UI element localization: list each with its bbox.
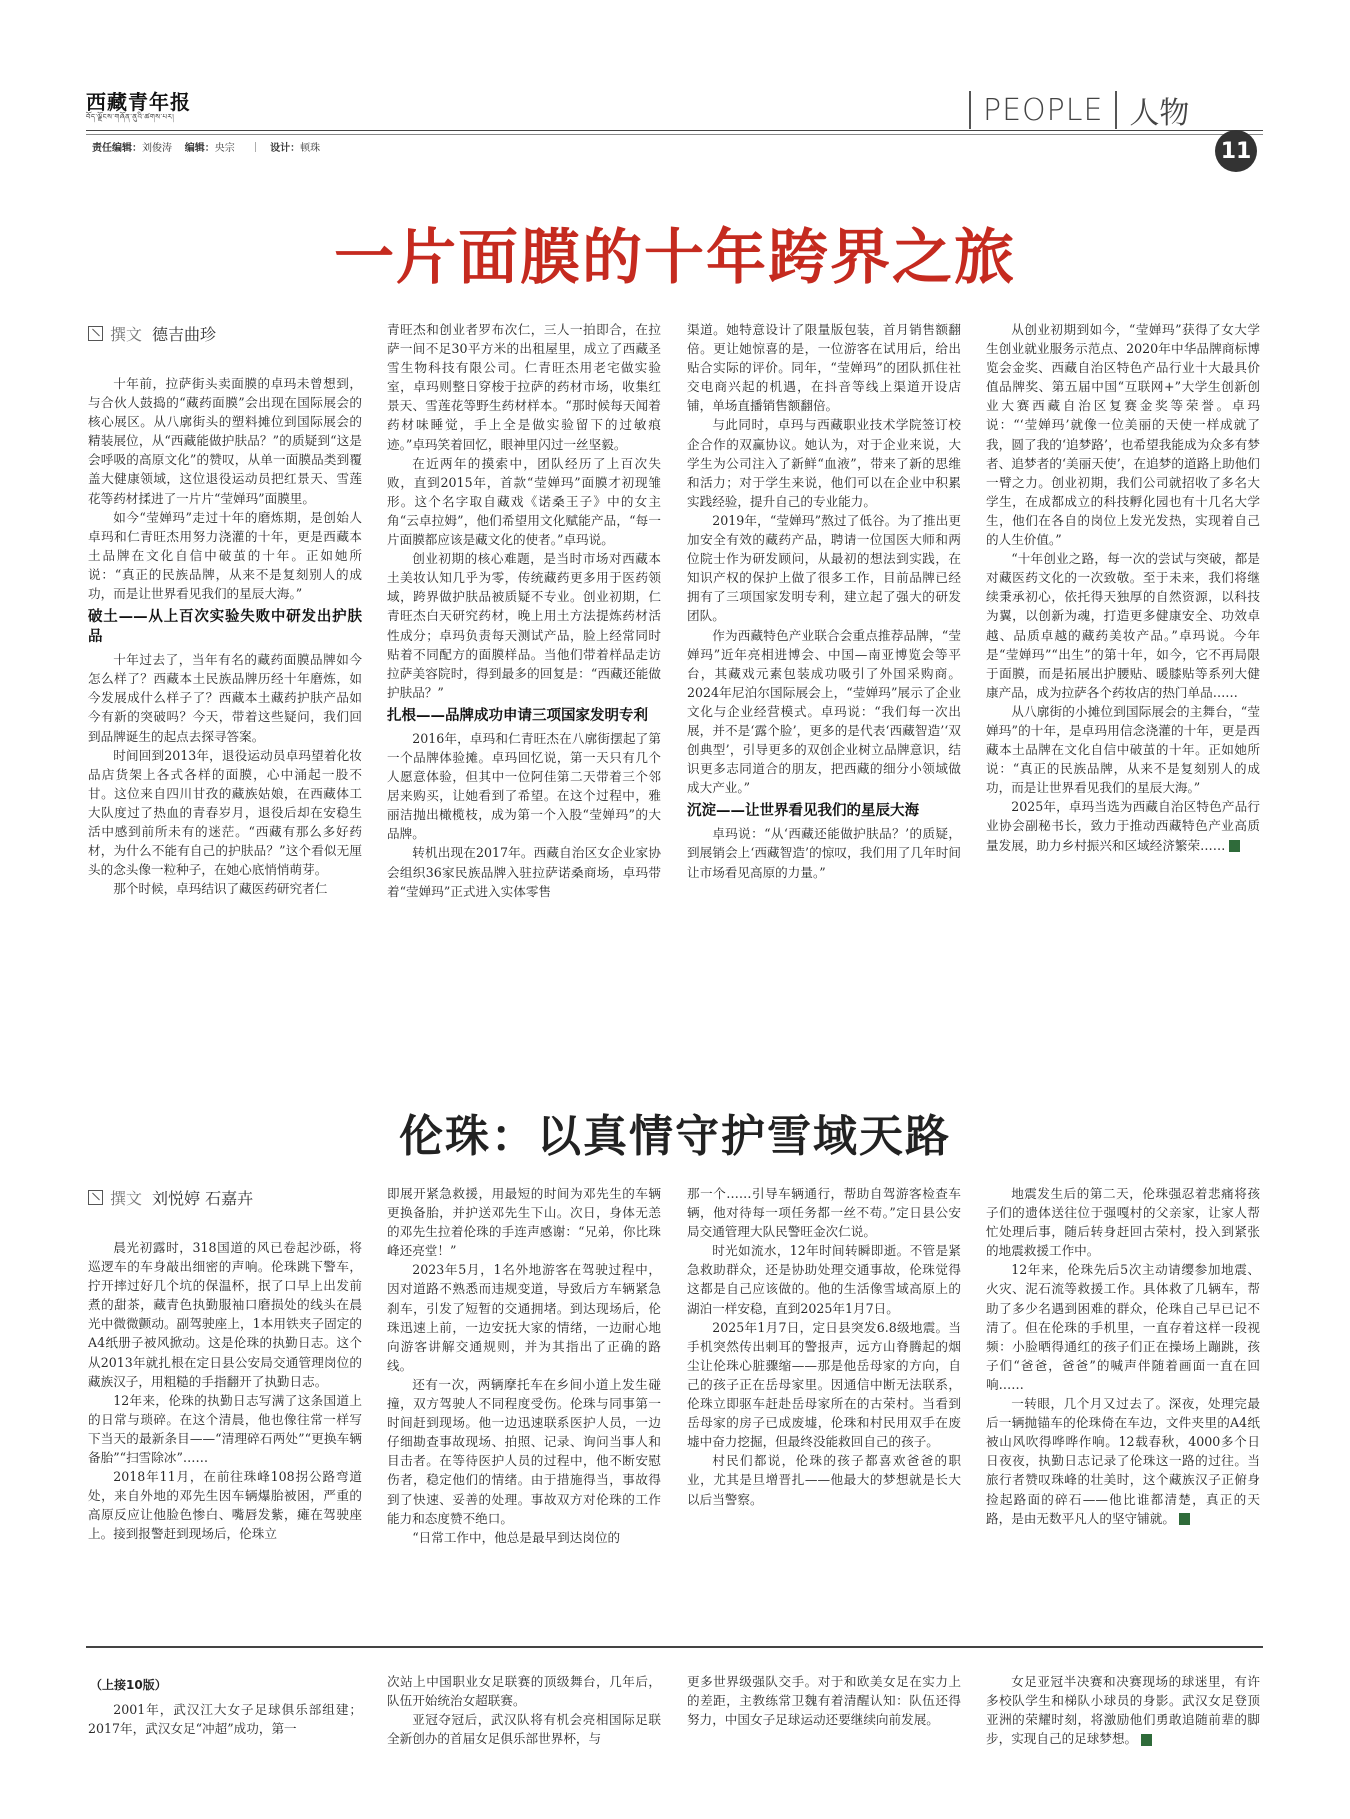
paragraph-text: 2016年，卓玛和仁青旺杰在八廓街摆起了第一个品牌体验摊。卓玛回忆说，第一天只有几个人愿意体验，但其中一位阿佳第二天带着三个邻居来购买，让她看到了希望。在这个过程中，雅丽洁抛出橄榄枝，成为第一个入股“莹婵玛”的大品牌。 [387,730,661,842]
byline-label: 撰文 [110,325,143,344]
paragraph [88,1467,362,1543]
paragraph-text: 那个时候，卓玛结识了藏医药研究者仁 [113,881,328,897]
paragraph [387,1710,661,1748]
subheading [88,607,362,647]
paragraph [387,729,661,844]
paragraph [986,549,1260,702]
paragraph-text: 2001年，武汉江大女子足球俱乐部组建；2017年，武汉女足“冲超”成功，第一 [88,1702,362,1737]
paragraph [687,1672,961,1729]
paragraph [687,1451,961,1508]
paragraph-text: 次站上中国职业女足联赛的顶级舞台，几年后，队伍开始统治女超联赛。 [387,1674,661,1709]
credit-value: 顿珠 [300,143,321,154]
section-divider [969,91,971,129]
paragraph-text: 12年来，伦珠的执勤日志写满了这条国道上的日常与琐碎。在这个清晨，他也像往常一样写下当天的最新条目——“清理碎石两处”“更换车辆备胎”“扫雪除冰”…… [88,1392,362,1466]
paragraph [88,746,362,880]
paragraph-text: 更多世界级强队交手。对于和欧美女足在实力上的差距，主教练常卫魏有着清醒认知：队伍还得努力，中国女子足球运动还要继续向前发展。 [687,1674,961,1728]
paragraph [387,320,661,454]
paragraph [387,1184,661,1260]
paragraph [986,320,1260,549]
subheading [687,801,961,821]
paragraph [687,415,961,510]
article2-column-4 [986,1184,1260,1528]
article1-column-3 [687,320,961,882]
paragraph-text: 时光如流水，12年时间转瞬即逝。不管是紧急救助群众，还是协助处理交通事故，伦珠觉得这都是自己应该做的。他的生活像雪域高原上的湖泊一样安稳，直到2025年1月7日。 [687,1243,961,1316]
section-header [957,90,1189,130]
paragraph-text: 十年过去了，当年有名的藏药面膜品牌如今怎么样了？西藏本土民族品牌历经十年磨炼，如今发展成什么样子了？西藏本土藏药护肤产品如今有新的突破吗？今天，带着这些疑问，我们回到品牌诞生的起点去探寻答案。 [88,652,362,744]
masthead-rule-thin [86,134,1263,135]
paragraph-text: 2023年5月，1名外地游客在驾驶过程中，因对道路不熟悉而违规变道，导致后方车辆紧急刹车，引发了短暂的交通拥堵。到达现场后，伦珠迅速上前，一边安抚大家的情绪，一边耐心地向游客讲解交通规则，并为其指出了正确的路线。 [387,1262,661,1373]
paragraph [387,1528,661,1547]
paragraph [687,1241,961,1317]
paragraph [986,702,1260,797]
masthead-rule [86,130,1263,131]
paragraph-text: 还有一次，两辆摩托车在乡间小道上发生碰撞，双方驾驶人不同程度受伤。伦珠与同事第一时间赶到现场。他一边迅速联系医护人员，一边仔细勘查事故现场、拍照、记录、询问当事人和目击者。在等待医护人员的过程中，他不断安慰伤者，稳定他们的情绪。由于措施得当，事故得到了快速、妥善的处理。事故双方对伦珠的工作能力和态度赞不绝口。 [387,1376,661,1526]
section-divider-rule [86,1646,1263,1648]
pen-icon [88,326,103,341]
paragraph [387,843,661,900]
paragraph-text: 即展开紧急救援，用最短的时间为邓先生的车辆更换备胎，并护送邓先生下山。次日，身体无恙的邓先生拉着伦珠的手连声感谢：“兄弟，你比珠峰还亮堂！” [387,1186,661,1259]
article1-title: 一片面膜的十年跨界之旅 [334,223,1016,293]
paragraph-text: 那一个……引导车辆通行，帮助自驾游客检查车辆，他对待每一项任务都一丝不苟。”定日县公安局交通管理大队民警旺金次仁说。 [687,1186,961,1240]
paragraph [687,824,961,881]
paragraph [88,650,362,745]
paragraph [88,1700,362,1738]
paragraph-text: 渠道。她特意设计了限量版包装，首月销售额翻倍。更让她惊喜的是，一位游客在试用后，给出贴合实际的评价。同年，“莹婵玛”的团队抓住社交电商兴起的机遇，在抖音等线上渠道开设店铺，单场直播销售额翻倍。 [687,322,961,414]
paragraph [387,1260,661,1375]
paragraph [687,320,961,415]
section-divider [1115,91,1117,129]
subheading [387,706,661,726]
paragraph-text: 2025年1月7日，定日县突发6.8级地震。当手机突然传出刺耳的警报声，远方山脊腾起的烟尘让伦珠心脏骤缩——那是他岳母家的方向，自己的孩子正在岳母家里。因通信中断无法联系，伦珠立即驱车赶赴岳母家所在的古荣村。当看到岳母家的房子已成废墟，伦珠和村民用双手在废墟中奋力挖掘，但最终没能救回自己的孩子。 [687,1319,961,1450]
continuation-column-1 [88,1700,362,1738]
paragraph-text: 破土——从上百次实验失败中研发出护肤品 [88,609,362,646]
continuation-column-2 [387,1672,661,1748]
end-mark-icon: 青 [1229,840,1240,852]
paragraph-text: 村民们都说，伦珠的孩子都喜欢爸爸的职业，尤其是旦增晋扎——他最大的梦想就是长大以后当警察。 [687,1453,961,1507]
end-mark-icon: 青 [1179,1513,1190,1525]
paragraph-text: 十年前，拉萨街头卖面膜的卓玛未曾想到，与合伙人鼓捣的“藏药面膜”会出现在国际展会的核心展区。从八廓街头的塑料摊位到国际展会的精装展位，从“西藏能做护肤品？”的质疑到“这是会呼吸的高原文化”的赞叹，从单一面膜品类到覆盖大健康领域，这位退役运动员把红景天、雪莲花等药材揉进了一片片“莹婵玛”面膜里。 [88,376,362,506]
paragraph [88,879,362,898]
credit-label: 编辑： [184,143,215,154]
credit-value: 央宗 [214,143,235,154]
paper-name-tibetan: བོད་ལྗོངས་གཞོན་ནུའི་ཚགས་པར། [86,113,175,121]
continuation-column-3 [687,1672,961,1729]
continuation-label: （上接10版） [90,1678,167,1692]
article1-byline [88,322,216,345]
paragraph-text: 青旺杰和创业者罗布次仁，三人一拍即合，在拉萨一间不足30平方米的出租屋里，成立了西藏圣雪生物科技有限公司。仁青旺杰用老宅做实验室，卓玛则整日穿梭于拉萨的药材市场，收集红景天、雪莲花等野生药材样本。“那时候每天闻着药材味睡觉，手上全是做实验留下的过敏痕迹。”卓玛笑着回忆，眼神里闪过一丝坚毅。 [387,322,661,452]
paragraph [387,1672,661,1710]
paragraph-text: 2018年11月，在前往珠峰108拐公路弯道处，来自外地的邓先生因车辆爆胎被困，严重的高原反应让他脸色惨白、嘴唇发紫，瘫在驾驶座上。接到报警赶到现场后，伦珠立 [88,1469,362,1542]
paragraph [986,1394,1260,1528]
paragraph [387,454,661,549]
article1-column-4 [986,320,1264,855]
paragraph-text: 卓玛说：“从‘西藏还能做护肤品？’的质疑，到展销会上‘西藏智造’的惊叹，我们用了几年时间让市场看见高原的力量。” [687,826,961,880]
paragraph-text: 如今“莹婵玛”走过十年的磨炼期，是创始人卓玛和仁青旺杰用努力浇灌的十年，更是西藏本土品牌在文化自信中破茧的十年。正如她所说：“真正的民族品牌，从来不是复刻别人的成功，而是让世界看见我们的星辰大海。” [88,509,362,602]
paragraph-text: 与此同时，卓玛与西藏职业技术学院签订校企合作的双赢协议。她认为，对于企业来说，大学生为公司注入了新鲜“血液”，带来了新的思维和活力；对于学生来说，他们可以在企业中积累实践经验，提升自己的专业能力。 [687,417,961,509]
paragraph-text: 时间回到2013年，退役运动员卓玛望着化妆品店货架上各式各样的面膜，心中涌起一股不甘。这位来自四川甘孜的藏族姑娘，在西藏体工大队度过了热血的青春岁月，退役后却在安稳生活中感到前所未有的迷茫。“西藏有那么多好药材，为什么不能有自己的护肤品？”这个看似无厘头的念头像一粒种子，在她心底悄悄萌芽。 [88,747,362,878]
credit-label: 设计： [270,143,301,154]
end-mark-icon: 青 [1141,1734,1152,1746]
paragraph-text: 12年来，伦珠先后5次主动请缨参加地震、火灾、泥石流等救援工作。具体救了几辆车，帮助了多少名遇到困难的群众，伦珠自己早已记不清了。但在伦珠的手机里，一直存着这样一段视频：小脸晒得通红的孩子们正在操场上蹦跳，孩子们“爸爸，爸爸”的喊声伴随着画面一直在回响…… [986,1262,1260,1392]
paragraph-text: 从八廓街的小摊位到国际展会的主舞台，“莹婵玛”的十年，是卓玛用信念浇灌的十年，更是西藏本土品牌在文化自信中破茧的十年。正如她所说：“真正的民族品牌，从来不是复刻别人的成功，而是让世界看见我们的星辰大海。” [986,703,1260,796]
paragraph-text: 在近两年的摸索中，团队经历了上百次失败，直到2015年，首款“莹婵玛”面膜才初现雏形。这个名字取自藏戏《诺桑王子》中的女主角“云卓拉姆”，他们希望用文化赋能产品，“每一片面膜都应该是藏文化的使者。”卓玛说。 [387,455,661,548]
paragraph [88,508,362,603]
paragraph [687,1184,961,1241]
paragraph-text: 转机出现在2017年。西藏自治区女企业家协会组织36家民族品牌入驻拉萨诺桑商场，卓玛带着“莹婵玛”正式进入实体零售 [387,845,661,899]
article2-title: 伦珠：以真情守护雪域天路 [399,1111,951,1162]
paragraph [687,511,961,626]
paragraph-text: 扎根——品牌成功申请三项国家发明专利 [387,707,648,724]
paragraph [88,1238,362,1391]
credit-label: 责任编辑： [92,143,142,154]
paragraph-text: 作为西藏特色产业联合会重点推荐品牌，“莹婵玛”近年亮相进博会、中国—南亚博览会等平台，其藏戏元素包装成功吸引了外国采购商。2024年尼泊尔国际展会上，“莹婵玛”展示了企业文化与企业经营模式。卓玛说：“我们每一次出展，并不是‘露个脸’，更多的是代表‘西藏智造’‘双创典型’，引导更多的双创企业树立品牌意识，结识更多志同道合的朋友，把西藏的细分小领域做成大产业。” [687,627,961,796]
paper-name: 西藏青年报 [86,90,191,114]
paragraph-text: 女足亚冠半决赛和决赛现场的球迷里，有许多校队学生和梯队小球员的身影。武汉女足登顶亚洲的荣耀时刻，将激励他们勇敢追随前辈的脚步，实现自己的足球梦想。 [986,1674,1260,1747]
paragraph-text: 2019年，“莹婵玛”熬过了低谷。为了推出更加安全有效的藏药产品，聘请一位国医大师和两位院士作为研发顾问，从最初的想法到实践，在知识产权的保护上做了很多工作，目前品牌已经拥有了三项国家发明专利，建立起了强大的研发团队。 [687,512,961,624]
continuation-column-4 [986,1672,1260,1748]
paragraph-text: 地震发生后的第二天，伦珠强忍着悲痛将孩子们的遗体送往位于强嘎村的父亲家，让家人帮忙处理后事，随后转身赶回古荣村，投入到紧张的地震救援工作中。 [986,1186,1260,1259]
byline-label: 撰文 [110,1189,143,1208]
article2-column-3 [687,1184,961,1509]
editor-credits: 责任编辑：刘俊涛 编辑：央宗 ｜ 设计：顿珠 [92,143,321,154]
paragraph-text: 亚冠夺冠后，武汉队将有机会亮相国际足联全新创办的首届女足俱乐部世界杯，与 [387,1712,661,1747]
paragraph [986,1184,1260,1260]
paragraph-text: 从创业初期到如今，“莹婵玛”获得了女大学生创业就业服务示范点、2020年中华品牌商标博览会金奖、西藏自治区特色产品行业十大最具价值品牌奖、第五届中国“互联网+”大学生创新创业大赛西藏自治区复赛金奖等荣誉。卓玛说：“‘莹婵玛’就像一位美丽的天使一样成就了我，圆了我的‘追梦路’，也希望我能成为众多有梦者、追梦者的‘美丽天使’，在追梦的道路上助他们一臂之力。创业初期，我们公司就招收了多名大学生，在成都成立的科技孵化园也有十几名大学生，他们在各自的岗位上发光发热，实现着自己的人生价值。” [986,322,1260,548]
article2-column-2 [387,1184,661,1547]
paragraph [986,797,1264,854]
paragraph [387,549,661,702]
credit-value: 刘俊涛 [142,143,172,154]
paragraph-text: 晨光初露时，318国道的风已卷起沙砾，将巡逻车的车身敲出细密的声响。伦珠跳下警车，拧开摔过好几个坑的保温杯，抿了口早上出发前煮的甜茶，藏青色执勤服袖口磨损处的线头在晨光中微微颤动。副驾驶座上，1本用铁夹子固定的A4纸册子被风掀动。这是伦珠的执勤日志。这个从2013年就扎根在定日县公安局交通管理岗位的藏族汉子，用粗糙的手指翻开了执勤日志。 [88,1240,362,1389]
article2-byline [88,1186,253,1209]
paragraph-text: 一转眼，几个月又过去了。深夜，处理完最后一辆抛锚车的伦珠倚在车边，文件夹里的A4纸被山风吹得哗哗作响。12载春秋，4000多个日日夜夜，执勤日志记录了伦珠这一路的过往。当旅行者赞叹珠峰的壮美时，这个藏族汉子正俯身捡起路面的碎石——他比谁都清楚，真正的天路，是由无数平凡人的坚守铺就。 [986,1396,1260,1526]
paragraph [687,626,961,798]
paragraph-text: “日常工作中，他总是最早到达岗位的 [412,1529,621,1545]
article2-column-1 [88,1238,362,1544]
paragraph-text: 沉淀——让世界看见我们的星辰大海 [687,803,919,820]
section-title-en: PEOPLE [983,92,1104,128]
paragraph [687,1318,961,1452]
paragraph [88,1391,362,1467]
section-title-zh: 人物 [1129,96,1190,131]
article1-column-1 [88,374,362,898]
byline-author: 刘悦婷 石嘉卉 [152,1189,254,1208]
paragraph-text: 2025年，卓玛当选为西藏自治区特色产品行业协会副秘书长，致力于推动西藏特色产业高质量发展，助力乡村振兴和区域经济繁荣…… [986,799,1260,853]
paragraph-text: “十年创业之路，每一次的尝试与突破，都是对藏医药文化的一次致敬。至于未来，我们将继续秉承初心，依托得天独厚的自然资源，以科技为翼，以创新为魂，打造更多健康安全、功效卓越、品质卓越的藏药美妆产品。”卓玛说。今年是“莹婵玛”“出生”的第十年，如今，它不再局限于面膜，而是拓展出护腰贴、暖膝贴等系列大健康产品，成为拉萨各个药妆店的热门单品…… [986,551,1260,700]
pen-icon [88,1190,103,1205]
byline-author: 德吉曲珍 [152,325,217,344]
paragraph [986,1260,1260,1394]
paragraph-text: 创业初期的核心难题，是当时市场对西藏本土美妆认知几乎为零，传统藏药更多用于医药领域，跨界做护肤品被质疑不专业。创业初期，仁青旺杰白天研究药材，晚上用土方法提炼药材活性成分；卓玛负责每天测试产品，脸上经常同时贴着不同配方的面膜样品。当他们带着样品走访拉萨美容院时，得到最多的回复是：“西藏还能做护肤品？” [387,551,661,700]
page-number: 11 [1215,130,1257,172]
paragraph [387,1375,661,1528]
paragraph [88,374,362,508]
article1-column-2 [387,320,661,901]
paragraph [986,1672,1260,1748]
